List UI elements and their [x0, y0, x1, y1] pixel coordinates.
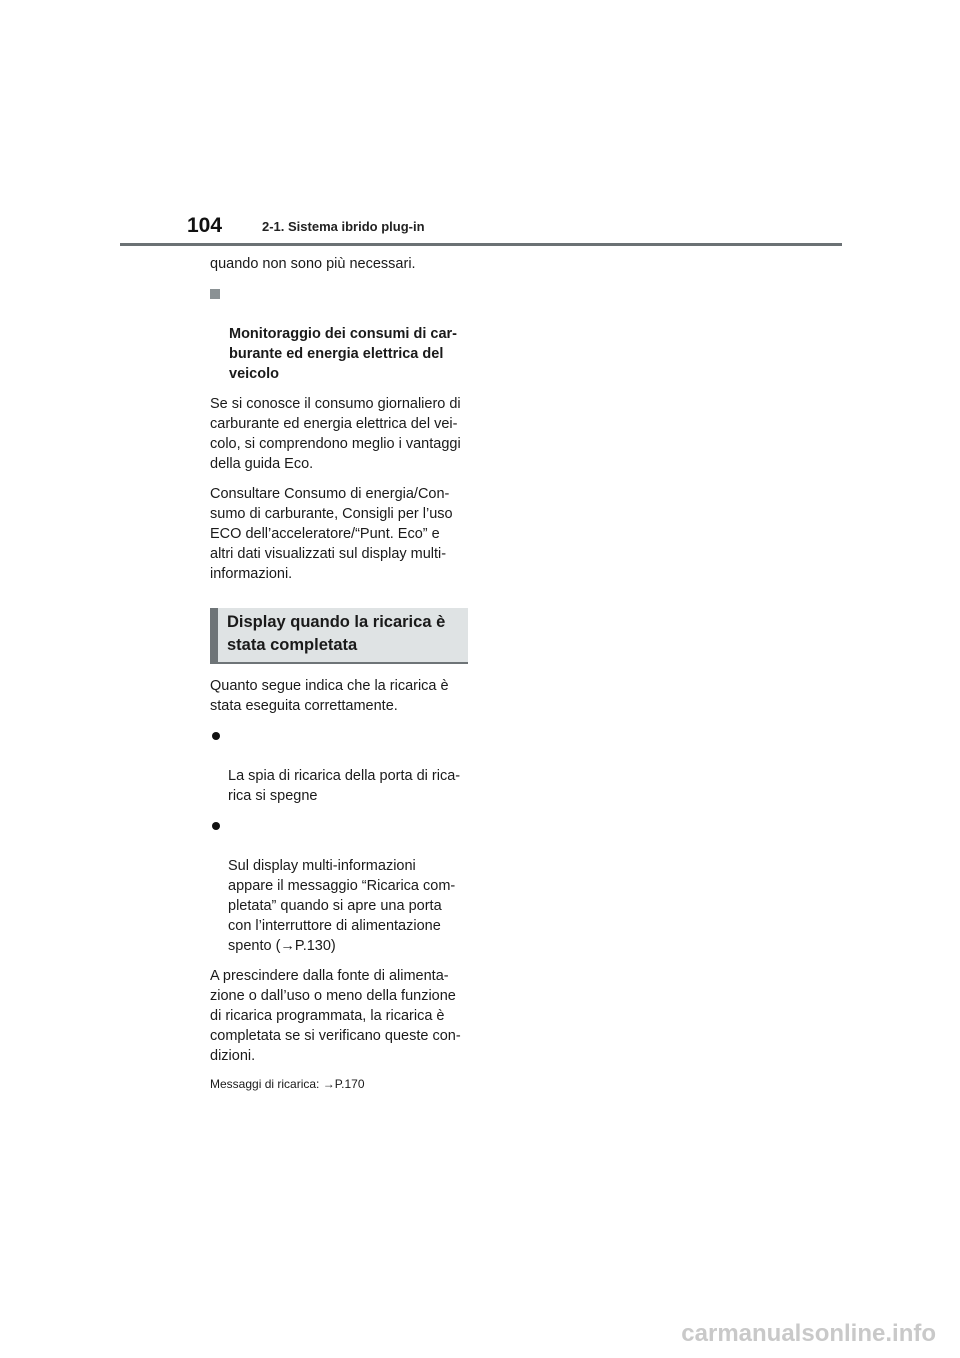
bullet-text: Sul display multi-informazioni appare il messaggio “Ricarica com- pletata” quando si apre una porta con l’interruttore di alimentazione spento (→P.130) — [228, 858, 456, 954]
bullet-dot-icon — [212, 822, 220, 830]
header-divider — [120, 243, 842, 246]
watermark: carmanualsonline.info — [681, 1320, 936, 1347]
section-title-charge-complete: Display quando la ricarica è stata completata — [210, 608, 468, 664]
paragraph-charge-conditions: A prescindere dalla fonte di alimenta- zione o dall’uso o meno della funzione di ricarica programmata, la ricarica è completata se si verificano queste con- dizioni. — [210, 968, 461, 1064]
subheading-monitoring — [210, 284, 468, 384]
bullet-item-display-message — [210, 816, 468, 956]
bullet-item-charge-light — [210, 726, 468, 806]
intro-continuation: quando non sono più necessari. — [210, 256, 416, 272]
paragraph-charge-ok: Quanto segue indica che la ricarica è stata eseguita correttamente. — [210, 678, 449, 714]
section-label: 2-1. Sistema ibrido plug-in — [262, 219, 425, 234]
paragraph-daily-consumption: Se si conosce il consumo giornaliero di carburante ed energia elettrica del vei- colo, si comprendono meglio i vantaggi della guida Eco. — [210, 396, 461, 472]
bullet-dot-icon — [212, 732, 220, 740]
subheading-text: Monitoraggio dei consumi di car- burante ed energia elettrica del veicolo — [229, 326, 457, 382]
page-number: 104 — [187, 214, 223, 237]
page-header — [0, 0, 960, 250]
square-bullet-icon — [210, 289, 220, 299]
note-charge-messages: Messaggi di ricarica: →P.170 — [210, 1077, 365, 1091]
content-column — [210, 254, 468, 1102]
bullet-text: La spia di ricarica della porta di rica- rica si spegne — [228, 768, 461, 804]
paragraph-consult-data: Consultare Consumo di energia/Con- sumo di carburante, Consigli per l’uso ECO dell’acceleratore/“Punt. Eco” e altri dati visualizzati sul display multi- informazioni. — [210, 486, 453, 582]
